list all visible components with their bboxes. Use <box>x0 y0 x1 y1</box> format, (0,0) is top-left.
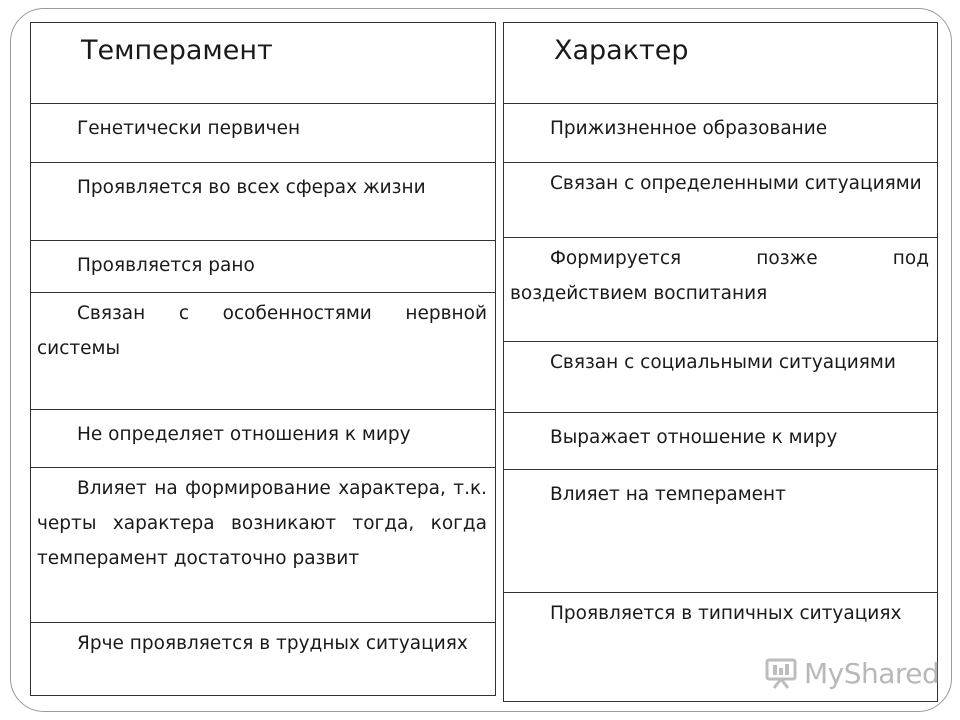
myshared-watermark <box>764 654 939 692</box>
table-row <box>31 240 495 292</box>
temperament-header: Темперамент <box>31 22 495 103</box>
row-text: Проявляется в типичных ситуациях <box>550 603 902 624</box>
table-row <box>504 341 937 412</box>
table-row <box>504 237 937 341</box>
table-row <box>31 622 495 696</box>
row-text: Влияет на темперамент <box>550 484 786 505</box>
table-row <box>504 469 937 592</box>
row-text: Выражает отношение к миру <box>550 427 838 448</box>
row-text: Проявляется рано <box>77 255 255 276</box>
character-table <box>503 22 938 702</box>
table-row <box>31 103 495 162</box>
table-row <box>31 292 495 409</box>
table-row <box>31 409 495 467</box>
watermark-text: MyShared <box>804 656 940 690</box>
table-row <box>504 412 937 469</box>
row-text: Связан с определенными ситуациями <box>550 173 922 194</box>
temperament-table <box>30 22 496 696</box>
row-text: Влияет на формирование характера, т.к. черты характера возникают тогда, когда темперамент достаточно развит <box>37 478 487 569</box>
character-header: Характер <box>504 22 937 103</box>
row-text: Формируется позже под воздействием воспитания <box>510 248 929 304</box>
table-row <box>31 162 495 240</box>
row-text: Генетически первичен <box>77 118 301 139</box>
row-text: Прижизненное образование <box>550 118 828 139</box>
row-text: Связан с особенностями нервной системы <box>37 303 487 359</box>
row-text: Связан с социальными ситуациями <box>550 352 896 373</box>
row-text: Не определяет отношения к миру <box>77 424 411 445</box>
table-row <box>504 103 937 162</box>
table-row <box>31 467 495 622</box>
row-text: Ярче проявляется в трудных ситуациях <box>77 633 468 654</box>
row-text: Проявляется во всех сферах жизни <box>77 177 426 198</box>
table-row <box>504 162 937 237</box>
presentation-board-icon <box>764 656 798 690</box>
